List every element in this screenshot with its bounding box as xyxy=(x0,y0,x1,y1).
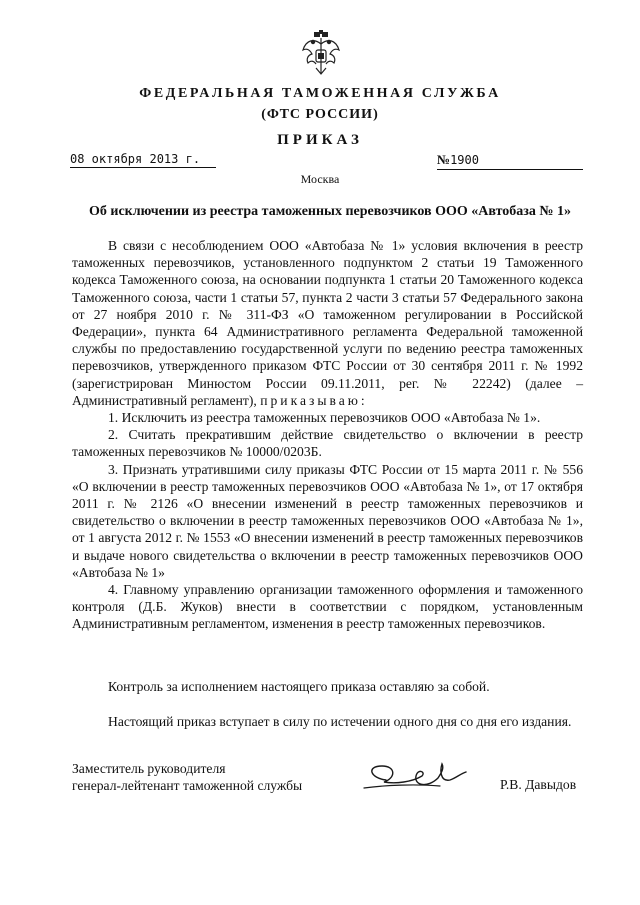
number-value: 1900 xyxy=(450,153,479,167)
document-type: ПРИКАЗ xyxy=(277,132,363,148)
order-date: 08 октября 2013 г. xyxy=(70,152,216,168)
signatory-name: Р.В. Давыдов xyxy=(500,777,577,792)
preamble-text: В связи с несоблюдением ООО «Автобаза № 1» условия включения в реестр таможенных перевозчиков, установленного подпунктом 2 статьи 19 Таможенного кодекса Таможенного союза, на основании подпункта 1 статьи 20 Таможенного кодекса Таможенного союза, части 1 статьи 57, пункта 2 части 3 статьи 57 Федерального закона от 27 ноября 2010 г. № 311-ФЗ «О таможенном регулировании в Российской Федерации», пункта 64 Административного регламента Федеральной таможенной службы по предоставлению государственной услуги по ведению реестра таможенных перевозчиков, утвержденного приказом ФТС России от 30 сентября 2011 г. № 1992 (зарегистрирован Минюстом России 09.11.2011, рег. № 22242) (далее – Административный регламент), xyxy=(72,238,583,408)
control-clause: Контроль за исполнением настоящего приказа оставляю за собой. xyxy=(108,679,490,694)
order-item: 4. Главному управлению организации таможенного оформления и таможенного контроля (Д.Б. Жуков) внести в соответствии с порядком, установленным Административным регламентом, изменения в реестр таможенных перевозчиков. xyxy=(72,582,583,632)
order-body xyxy=(72,237,583,633)
order-subject: Об исключении из реестра таможенных перевозчиков ООО «Автобаза № 1» xyxy=(88,204,571,219)
order-item: 3. Признать утратившими силу приказы ФТС России от 15 марта 2011 г. № 556 «О включении в реестр таможенных перевозчиков ООО «Автобаза № 1», от 17 октября 2011 г. № 2126 «О внесении изменений в реестр таможенных перевозчиков и свидетельство о включении в реестр таможенных перевозчиков ООО «Автобаза № 1», от 1 августа 2012 г. № 1553 «О внесении изменений в реестр таможенных перевозчиков и выдаче нового свидетельства о включении в реестр таможенных перевозчиков ООО «Автобаза № 1» xyxy=(72,461,583,580)
agency-name: ФЕДЕРАЛЬНАЯ ТАМОЖЕННАЯ СЛУЖБА xyxy=(139,86,501,101)
signatory-title xyxy=(72,760,372,795)
city: Москва xyxy=(300,172,340,186)
preamble xyxy=(72,237,583,409)
order-number xyxy=(437,152,583,170)
order-word: приказываю: xyxy=(260,392,368,408)
signatory-title-line: Заместитель руководителя xyxy=(72,761,226,776)
agency-short-name: (ФТС РОССИИ) xyxy=(261,107,379,122)
order-item: 2. Считать прекратившим действие свидетельство о включении в реестр таможенных перевозчиков № 10000/0203Б. xyxy=(72,427,583,460)
order-item: 1. Исключить из реестра таможенных перевозчиков ООО «Автобаза № 1». xyxy=(108,410,541,426)
effective-clause: Настоящий приказ вступает в силу по истечении одного дня со дня его издания. xyxy=(108,714,572,729)
number-sign: № xyxy=(437,152,451,167)
signatory-title-line: генерал-лейтенант таможенной службы xyxy=(72,778,303,794)
coat-of-arms-icon xyxy=(300,30,342,78)
handwritten-signature xyxy=(356,758,476,796)
